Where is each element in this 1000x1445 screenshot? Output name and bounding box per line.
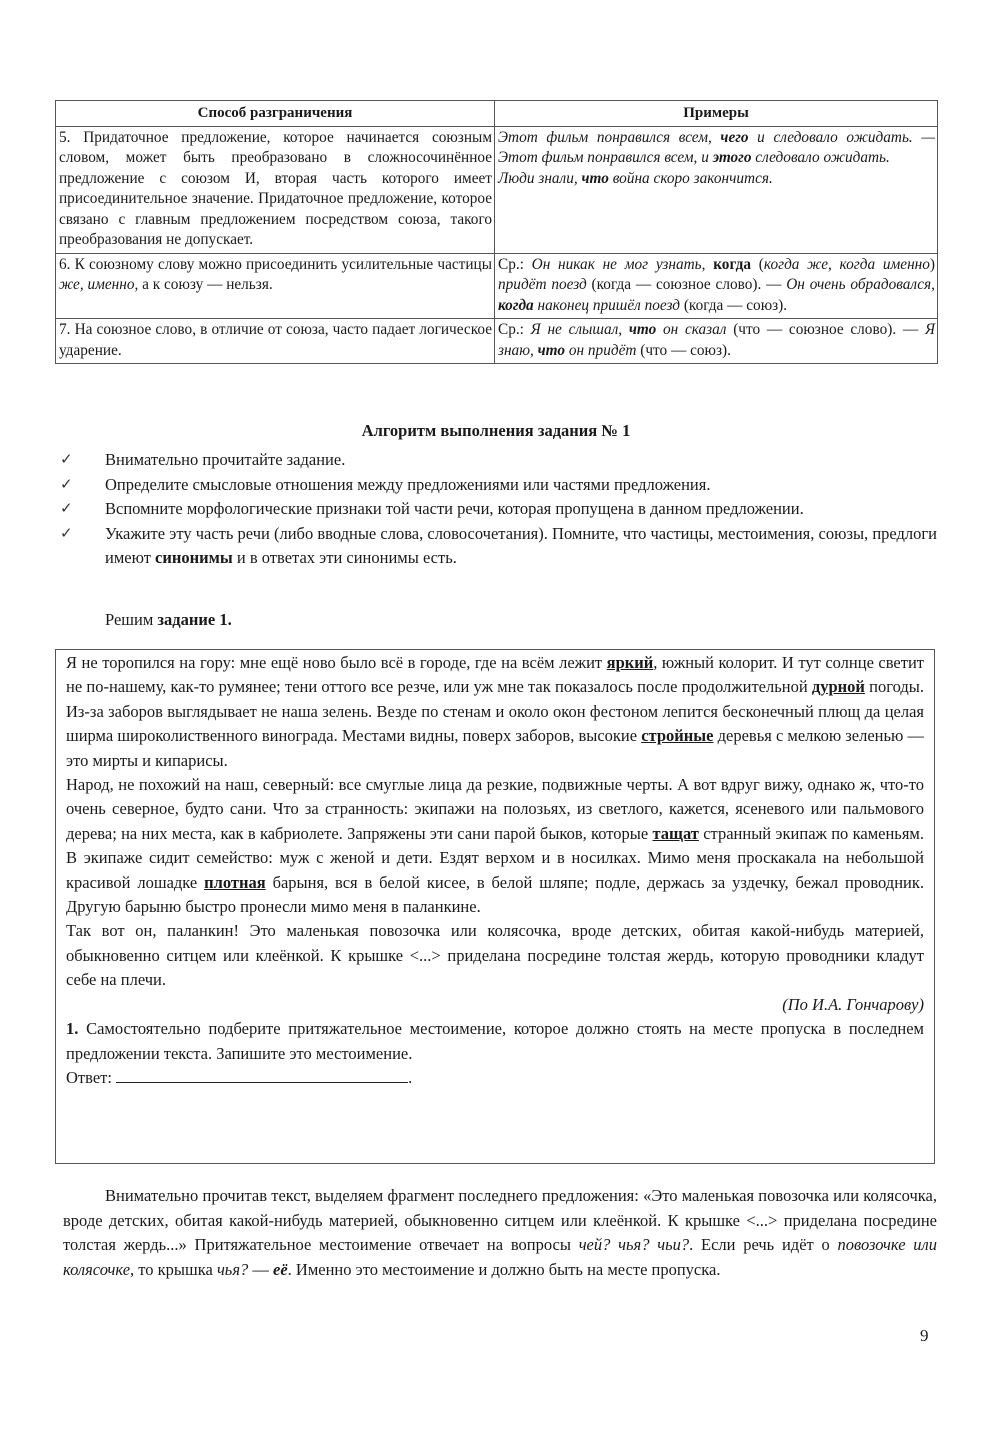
table-row	[56, 319, 938, 364]
table-header-row	[56, 101, 938, 127]
checkmark-icon: ✓	[60, 476, 73, 493]
list-item: ✓ Определите смысловые отношения между предложениями или частями предложения.	[60, 473, 937, 498]
method-cell: 7. На союзное слово, в отличие от союза, часто падает логическое ударение.	[56, 319, 495, 364]
table-row	[56, 126, 938, 253]
table-header-examples: Примеры	[495, 101, 938, 127]
examples-cell: Ср.: Я не слышал, что он сказал (что — союзное слово). — Я знаю, что он придёт (что — союз).	[495, 319, 938, 364]
text-paragraph: Народ, не похожий на наш, северный: все смуглые лица да резкие, подвижные черты. А вот вдруг вижу, однако ж, что-то очень северное, будто сани. Что за странность: экипажи на полозьях, из светлого, кажется, ясеневого или пальмового дерева; на них места, как в кабриолете. Запряжены эти сани парой быков, которые тащат странный экипаж по каменьям. В экипаже сидит семейство: муж с женой и дети. Ездят верхом и в носилках. Мимо меня проскакала на небольшой красивой лошадке плотная барыня, вся в белой кисее, в белой шляпе; подле, держась за уздечку, бежал проводник. Другую барыню быстро пронесли мимо меня в паланкине.	[66, 775, 924, 917]
algorithm-list	[60, 448, 937, 571]
checkmark-icon: ✓	[60, 501, 73, 517]
examples-cell: Ср.: Он никак не мог узнать, когда (когда же, когда именно) придёт поезд (когда — союзное слово). — Он очень обрадовался, когда наконец пришёл поезд (когда — союз).	[495, 253, 938, 319]
task-question: 1. Самостоятельно подберите притяжательное местоимение, которое должно стоять на месте пропуска в последнем предложении текста. Запишите это местоимение.	[66, 1019, 924, 1063]
comparison-table	[55, 100, 938, 364]
checkmark-icon: ✓	[60, 452, 73, 468]
list-item: ✓ Внимательно прочитайте задание.	[60, 448, 937, 473]
method-cell: 5. Придаточное предложение, которое начинается союзным словом, может быть преобразовано в сложносочинённое предложение с союзом И, вторая часть которого имеет присоединительное значение. Придаточное предложение, которое связано с главным предложением посредством союза, такого преобразования не допускает.	[56, 126, 495, 253]
page-number: 9	[920, 1326, 929, 1345]
checkmark-icon: ✓	[60, 525, 73, 542]
list-item: ✓ Вспомните морфологические признаки той части речи, которая пропущена в данном предложении.	[60, 497, 937, 522]
answer-field[interactable]	[116, 1068, 408, 1083]
answer-line: Ответ: .	[66, 1067, 413, 1087]
table-header-method: Способ разграничения	[56, 101, 495, 127]
examples-cell: Этот фильм понравился всем, чего и следовало ожидать. — Этот фильм понравился всем, и этого следовало ожидать. Люди знали, что война скоро закончится.	[495, 126, 938, 253]
solve-heading: Решим задание 1.	[105, 610, 232, 629]
explanation-paragraph: Внимательно прочитав текст, выделяем фрагмент последнего предложения: «Это маленькая повозочка или колясочка, вроде детских, обитая какой-нибудь материей, обыкновенно ситцем или клеёнкой. К крышке <...> приделана посредине толстая жердь...» Притяжательное местоимение отвечает на вопросы чей? чья? чьи?. Если речь идёт о повозочке или колясочке, то крышка чья? — её. Именно это местоимение и должно быть на месте пропуска.	[63, 1186, 937, 1279]
text-paragraph: Я не торопился на гору: мне ещё ново было всё в городе, где на всём лежит яркий, южный колорит. И тут солнце светит не по-нашему, как-то румянее; тени оттого все резче, или уж мне так показалось после продолжительной дурной погоды. Из-за заборов выглядывает не наша зелень. Везде по стенам и около окон фестоном лепится бесконечный плющ да целая ширма широколиственного винограда. Местами видны, поверх заборов, высокие стройные деревья с мелкою зеленью — это мирты и кипарисы.	[66, 653, 925, 770]
list-item: ✓ Укажите эту часть речи (либо вводные слова, словосочетания). Помните, что частицы, местоимения, союзы, предлоги имеют синонимы и в ответах эти синонимы есть.	[60, 522, 937, 571]
task-box	[55, 649, 935, 1164]
source-attribution: (По И.А. Гончарову)	[782, 994, 924, 1014]
algorithm-title: Алгоритм выполнения задания № 1	[361, 421, 631, 440]
method-cell: 6. К союзному слову можно присоединить усилительные частицы же, именно, а к союзу — нельзя.	[56, 253, 495, 319]
text-paragraph: Так вот он, паланкин! Это маленькая повозочка или колясочка, вроде детских, обитая какой-нибудь материей, обыкновенно ситцем или клеёнкой. К крышке <...> приделана посредине толстая жердь, которую проводники кладут себе на плечи.	[66, 921, 924, 990]
table-row	[56, 253, 938, 319]
